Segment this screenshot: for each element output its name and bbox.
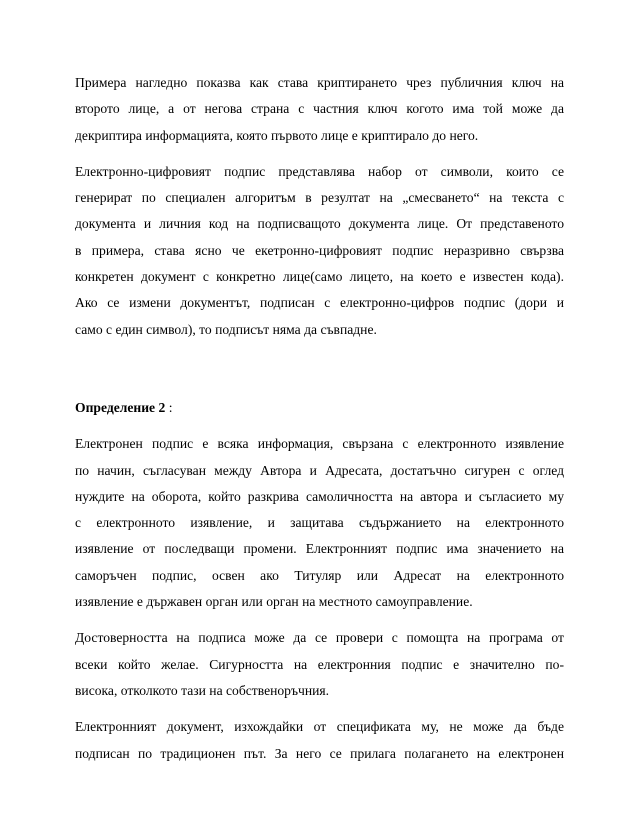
- text-line: само с един символ), то подписът няма да съвпадне.: [75, 321, 377, 337]
- text-line: изявление от последващи промени. Електронният подпис има значението на: [75, 541, 564, 557]
- paragraph-public-key-example: [75, 70, 564, 149]
- text-line: декриптира информацията, която първото лице е криптирало до него.: [75, 127, 479, 143]
- definition-title: Определение 2: [75, 399, 166, 415]
- text-line: саморъчен подпис, освен ако Титуляр или Адресат на електронното: [75, 567, 564, 583]
- text-line: второто лице, а от негова страна с частния ключ когото има той може да: [75, 101, 564, 117]
- text-line: Ако се измени документът, подписан с електронно-цифров подпис (дори и: [75, 295, 564, 311]
- text-line: Примера нагледно показва как става криптирането чрез публичния ключ на: [75, 75, 564, 90]
- text-line: Достоверността на подписа може да се провери с помощта на програма от: [75, 630, 564, 646]
- document-page: [75, 70, 564, 777]
- paragraph-verification: [75, 625, 564, 704]
- text-line: Електронен подпис е всяка информация, свързана с електронното изявление: [75, 436, 564, 452]
- text-line: подписан по традиционен път. За него се прилага полагането на електронен: [75, 745, 564, 761]
- text-line: документа и личния код на подписващото документа лице. От представеното: [75, 216, 564, 232]
- text-line: Електронният документ, изхождайки от спецификата му, не може да бъде: [75, 719, 564, 735]
- text-line: с електронното изявление, и защитава съдържанието на електронното: [75, 515, 564, 531]
- paragraph-electronic-document: [75, 714, 564, 767]
- text-line: генерират по специален алгоритъм в резултат на „смесването“ на текста с: [75, 190, 564, 206]
- text-line: висока, отколкото тази на собственоръчния.: [75, 682, 330, 698]
- section-spacer: [75, 353, 564, 395]
- paragraph-definition-body: [75, 431, 564, 615]
- paragraph-digital-signature: [75, 159, 564, 343]
- text-line: изявление е държавен орган или орган на местното самоуправление.: [75, 594, 473, 610]
- text-line: Електронно-цифровият подпис представлява набор от символи, които се: [75, 163, 564, 179]
- definition-heading: [75, 395, 564, 421]
- text-line: конкретен документ с конкретно лице(само лицето, на което е известен кода).: [75, 269, 564, 285]
- text-line: в примера, става ясно че екетронно-цифровият подпис неразривно свързва: [75, 242, 564, 258]
- text-line: по начин, съгласуван между Автора и Адресата, достатъчно сигурен с оглед: [75, 462, 564, 478]
- text-line: всеки който желае. Сигурността на електронния подпис е значително по-: [75, 656, 564, 672]
- definition-suffix: :: [165, 399, 173, 415]
- text-line: нуждите на оборота, който разкрива самоличността на автора и съгласието му: [75, 488, 564, 504]
